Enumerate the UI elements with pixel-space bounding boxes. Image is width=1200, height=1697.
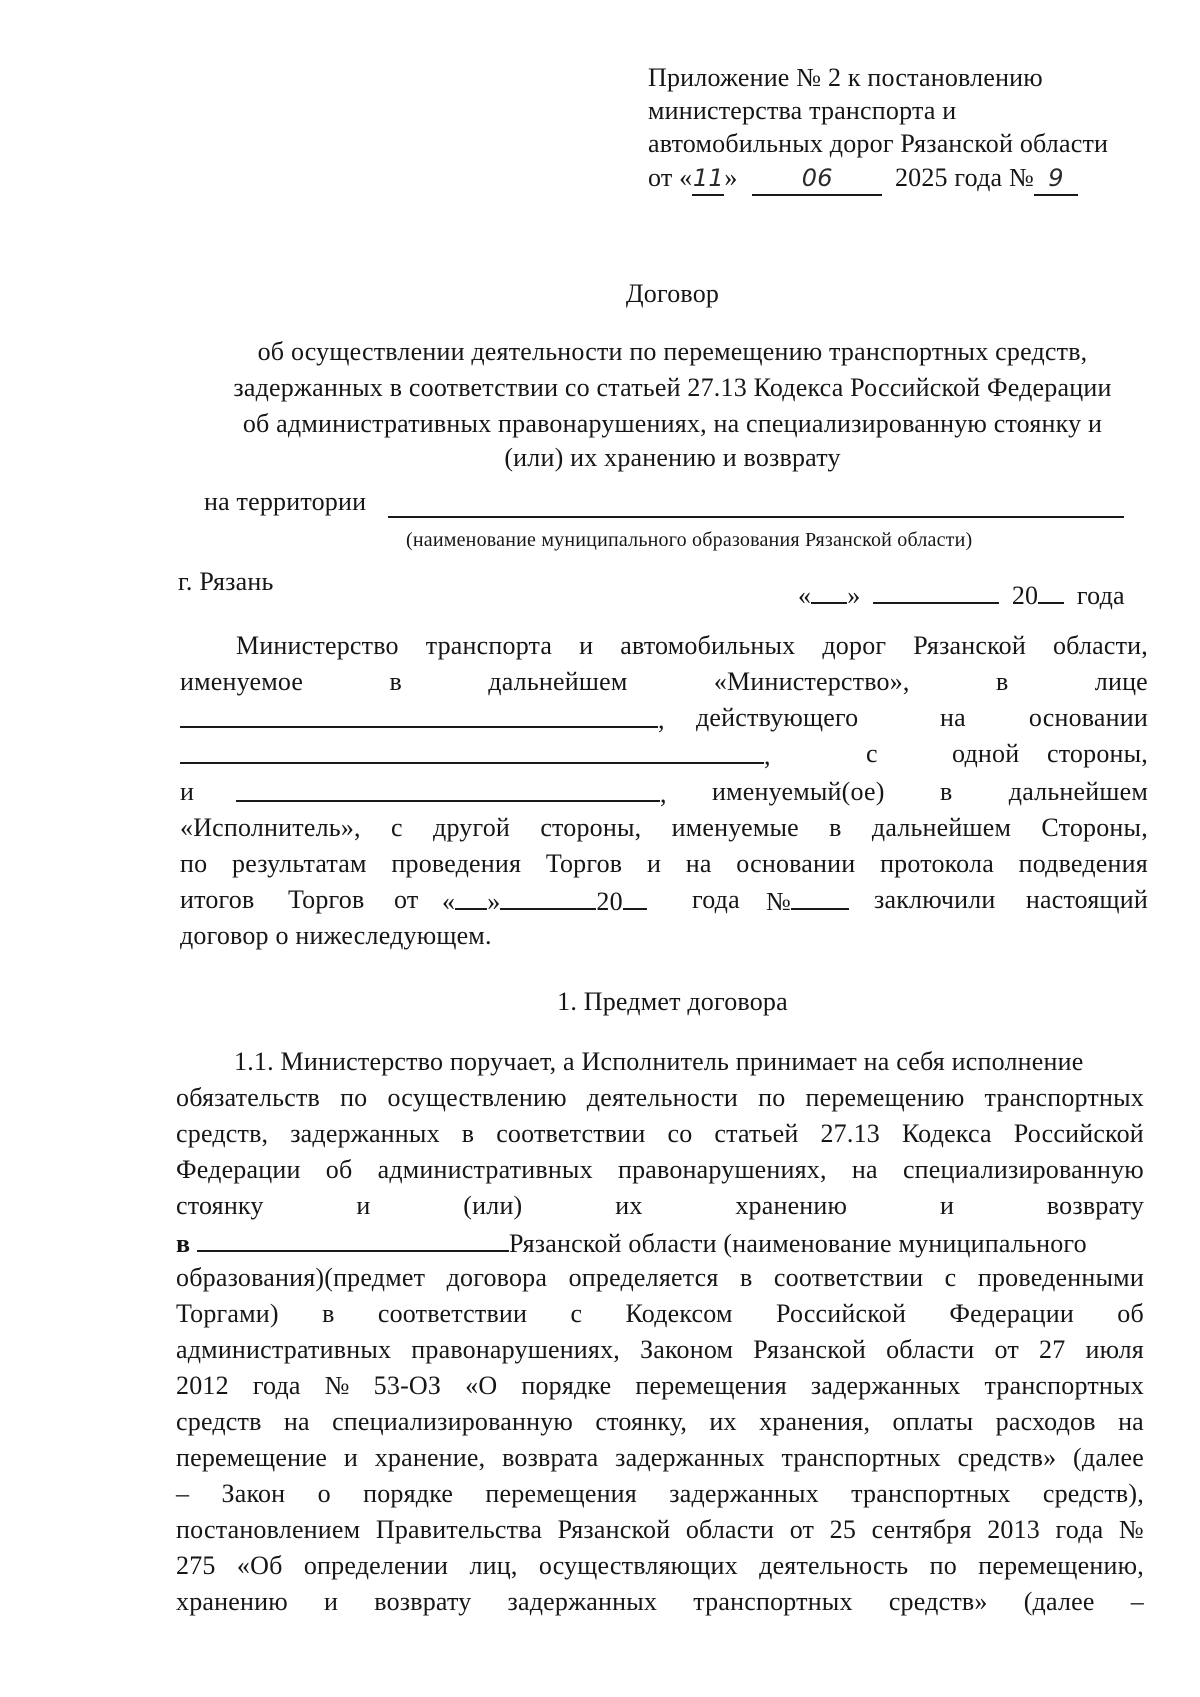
territory-blank bbox=[388, 516, 1124, 518]
text-word: возврату bbox=[1046, 1191, 1144, 1220]
text-word: деятельности bbox=[586, 1083, 739, 1112]
text-word: именуемое bbox=[180, 667, 304, 696]
text-word: со bbox=[667, 1119, 693, 1148]
text-word: от bbox=[394, 885, 419, 914]
subtitle-line-1: об осуществлении деятельности по перемещению транспортных средств, bbox=[257, 337, 1088, 366]
text-word: – bbox=[1130, 1587, 1144, 1616]
text-word: « bbox=[798, 581, 812, 610]
text-word: июля bbox=[1085, 1335, 1144, 1364]
text-word: транспортных bbox=[984, 1083, 1144, 1112]
text-word: № bbox=[324, 1371, 350, 1400]
text-word: (далее bbox=[1073, 1443, 1144, 1472]
p1-line-12 bbox=[176, 1442, 1144, 1474]
text-word: правонарушениях, bbox=[411, 1335, 620, 1364]
text-word: дорог bbox=[822, 631, 887, 660]
text-word: Закон bbox=[221, 1479, 286, 1508]
text-word: перемещения bbox=[635, 1371, 787, 1400]
text-word: «О bbox=[465, 1371, 498, 1400]
text-word: об bbox=[325, 1155, 353, 1184]
territory-caption: (наименование муниципального образования Рязанской области) bbox=[406, 529, 973, 551]
text-word: средств bbox=[176, 1407, 262, 1436]
preamble-line-1 bbox=[236, 630, 1148, 662]
p1-line-10 bbox=[176, 1370, 1144, 1402]
text-word: специализированную bbox=[902, 1155, 1144, 1184]
text-word: подведения bbox=[1018, 849, 1148, 878]
subtitle-line-3: об административных правонарушениях, на специализированную стоянку и bbox=[242, 409, 1103, 438]
text-word: соответствии bbox=[773, 1263, 924, 1292]
text-word: перемещению bbox=[805, 1083, 965, 1112]
text-word: и bbox=[324, 1587, 339, 1616]
text-word: Российской bbox=[775, 1299, 907, 1328]
text-word: задержанных bbox=[507, 1587, 658, 1616]
text-word: в bbox=[940, 777, 953, 806]
protocol-year-blank bbox=[623, 884, 647, 910]
text-word: Федерации bbox=[176, 1155, 301, 1184]
text-word: осуществлению bbox=[387, 1083, 567, 1112]
text-word: 20 bbox=[1011, 581, 1039, 610]
text-word: , bbox=[660, 779, 667, 808]
text-word: их bbox=[709, 1407, 737, 1436]
p1-line-14 bbox=[176, 1514, 1144, 1546]
text-word: по bbox=[758, 1083, 786, 1112]
text-word: 27.13 bbox=[820, 1119, 880, 1148]
document-title: Договор bbox=[625, 279, 720, 308]
text-word: 275 bbox=[176, 1551, 216, 1580]
text-word: соответствии bbox=[496, 1119, 646, 1148]
text-word: средств» bbox=[888, 1587, 988, 1616]
text-word: , bbox=[764, 741, 771, 770]
text-word: средств» bbox=[957, 1443, 1057, 1472]
territory-label: на территории bbox=[204, 487, 367, 516]
p1-line-5 bbox=[176, 1190, 1144, 1222]
text-word: транспортных bbox=[851, 1479, 1011, 1508]
text-word: статьей bbox=[714, 1119, 799, 1148]
text-word: определяется bbox=[568, 1263, 719, 1292]
text-word: « bbox=[442, 887, 456, 916]
text-word: и bbox=[939, 1191, 955, 1220]
text-word: деятельность bbox=[759, 1551, 909, 1580]
text-word: » bbox=[847, 581, 861, 610]
text-word: одной bbox=[952, 739, 1020, 768]
appendix-line-1: Приложение № 2 к постановлению bbox=[648, 63, 1043, 92]
text-word: «Об bbox=[236, 1551, 283, 1580]
text-word: в bbox=[739, 1263, 753, 1292]
text-word: транспортных bbox=[781, 1443, 941, 1472]
text-word: года bbox=[252, 1371, 301, 1400]
text-word: Федерации bbox=[949, 1299, 1074, 1328]
text-word: области, bbox=[1052, 631, 1148, 660]
text-word: о bbox=[317, 1479, 331, 1508]
handwritten-month: 06 bbox=[752, 162, 882, 196]
protocol-month-blank bbox=[500, 884, 596, 910]
text-word: стоянку bbox=[176, 1191, 264, 1220]
contract-date bbox=[798, 578, 1125, 612]
text-word: 2013 bbox=[987, 1515, 1041, 1544]
protocol-day-blank bbox=[455, 884, 487, 910]
text-word: Рязанской области (наименование муниципального bbox=[508, 1229, 1087, 1258]
text-word: заключили bbox=[874, 885, 996, 914]
text-word: перемещения bbox=[485, 1479, 637, 1508]
text-word: задержанных bbox=[810, 1371, 961, 1400]
text-word: основании bbox=[1028, 703, 1148, 732]
text-word: Торгами) bbox=[176, 1299, 279, 1328]
p1-line-8 bbox=[176, 1298, 1144, 1330]
text-word: Правительства bbox=[375, 1515, 543, 1544]
text-word: стороны, bbox=[540, 813, 642, 842]
handwritten-day: 11 bbox=[692, 162, 724, 196]
text-word: проведения bbox=[391, 849, 522, 878]
text-word: «Министерство», bbox=[713, 667, 910, 696]
text-word: в bbox=[829, 813, 842, 842]
text-word: в bbox=[322, 1299, 335, 1328]
text-word: результатам bbox=[232, 849, 367, 878]
text-word: хранения, bbox=[759, 1407, 871, 1436]
basis-blank bbox=[180, 738, 764, 764]
text-word: задержанных bbox=[615, 1443, 765, 1472]
text-word: и bbox=[646, 849, 662, 878]
text-word: административных bbox=[377, 1155, 593, 1184]
text-word: хранение, bbox=[374, 1443, 486, 1472]
text-word: транспортных bbox=[693, 1587, 853, 1616]
text-word: проведенными bbox=[977, 1263, 1144, 1292]
text-word: Торгов bbox=[545, 849, 623, 878]
text-word: Стороны, bbox=[1041, 813, 1148, 842]
p1-line-6 bbox=[176, 1226, 1087, 1260]
text-word: сентября bbox=[871, 1515, 972, 1544]
text-word: и bbox=[343, 1443, 358, 1472]
text-word: (далее bbox=[1023, 1587, 1095, 1616]
p1-line-4 bbox=[176, 1154, 1144, 1186]
text-word: именуемые bbox=[671, 813, 799, 842]
text-word: осуществляющих bbox=[538, 1551, 738, 1580]
text-word: в bbox=[461, 1119, 475, 1148]
text-word: транспорта bbox=[425, 631, 553, 660]
text-word: Министерство bbox=[236, 631, 399, 660]
preamble-line-3 bbox=[180, 702, 1148, 736]
text-word: на bbox=[1118, 1407, 1144, 1436]
text-word: порядке bbox=[521, 1371, 612, 1400]
text-word: соответствии bbox=[377, 1299, 528, 1328]
text-word: перемещение bbox=[176, 1443, 328, 1472]
text-word: постановлением bbox=[176, 1515, 361, 1544]
text-word: года bbox=[1055, 1515, 1104, 1544]
text-word: Рязанской bbox=[753, 1335, 867, 1364]
text-word: в bbox=[176, 1229, 191, 1258]
text-word: стороны, bbox=[1046, 739, 1148, 768]
text-word: правонарушениях, bbox=[617, 1155, 827, 1184]
text-word: в bbox=[389, 667, 402, 696]
text-word: на bbox=[851, 1155, 878, 1184]
text-word: с bbox=[866, 739, 878, 768]
text-word: задержанных bbox=[290, 1119, 440, 1148]
text-word: 27 bbox=[1039, 1335, 1066, 1364]
text-word: административных bbox=[176, 1335, 392, 1364]
preamble-line-8 bbox=[180, 884, 1148, 916]
text-word: оплаты bbox=[892, 1407, 974, 1436]
text-word: Рязанской bbox=[557, 1515, 671, 1544]
text-word: дальнейшем bbox=[1008, 777, 1148, 806]
text-word: об bbox=[1117, 1299, 1144, 1328]
handwritten-number: 9 bbox=[1034, 162, 1078, 196]
date-day-blank bbox=[811, 578, 847, 604]
text-word: порядке bbox=[363, 1479, 454, 1508]
text-word: перемещению, bbox=[978, 1551, 1144, 1580]
text-word: по bbox=[180, 849, 208, 878]
appendix-line-3: автомобильных дорог Рязанской области bbox=[648, 129, 1109, 158]
preamble-line-6 bbox=[180, 812, 1148, 844]
text-word: основании bbox=[736, 849, 856, 878]
text-word: протокола bbox=[880, 849, 994, 878]
p1-line-13 bbox=[176, 1478, 1144, 1510]
text-word: автомобильных bbox=[620, 631, 796, 660]
text-word: на bbox=[940, 703, 966, 732]
text-word: «Исполнитель», bbox=[180, 813, 361, 842]
p1-line-2 bbox=[176, 1082, 1144, 1114]
text-word: области bbox=[886, 1335, 975, 1364]
p1-line-9 bbox=[176, 1334, 1144, 1366]
text-word: 2012 bbox=[176, 1371, 229, 1400]
text-word: Кодекса bbox=[901, 1119, 992, 1148]
quote-close: » bbox=[724, 163, 738, 192]
text-word: дальнейшем bbox=[871, 813, 1012, 842]
text-word: от bbox=[789, 1515, 815, 1544]
text-word: на bbox=[685, 849, 712, 878]
preamble-line-4 bbox=[180, 738, 1148, 772]
text-word: с bbox=[570, 1299, 583, 1328]
preamble-line-2 bbox=[180, 666, 1148, 698]
text-word: – bbox=[176, 1479, 190, 1508]
text-word: области bbox=[685, 1515, 775, 1544]
executor-blank bbox=[236, 776, 660, 802]
text-word: » bbox=[487, 887, 501, 916]
text-word: № bbox=[766, 887, 792, 916]
text-word: дальнейшем bbox=[488, 667, 628, 696]
text-word: стоянку, bbox=[595, 1407, 688, 1436]
text-word: от bbox=[994, 1335, 1019, 1364]
text-word: средств), bbox=[1042, 1479, 1144, 1508]
text-word: по bbox=[929, 1551, 957, 1580]
p1-line-15 bbox=[176, 1550, 1144, 1582]
text-word: года bbox=[692, 885, 740, 914]
text-word: Законом bbox=[640, 1335, 734, 1364]
text-word: обязательств bbox=[176, 1083, 320, 1112]
text-word: определении bbox=[303, 1551, 449, 1580]
text-word: образования)(предмет bbox=[176, 1263, 426, 1292]
text-word: средств, bbox=[176, 1119, 269, 1148]
text-word: задержанных bbox=[669, 1479, 819, 1508]
text-word: хранению bbox=[735, 1191, 848, 1220]
text-word: их bbox=[615, 1191, 643, 1220]
text-word: и bbox=[579, 631, 594, 660]
text-word: возврата bbox=[502, 1443, 599, 1472]
date-month-blank bbox=[873, 578, 999, 604]
p1-line-7 bbox=[176, 1262, 1144, 1294]
text-word: с bbox=[391, 813, 403, 842]
text-word: другой bbox=[433, 813, 511, 842]
preamble-line-7 bbox=[180, 848, 1148, 880]
subtitle-line-4: (или) их хранению и возврату bbox=[504, 443, 841, 472]
text-word: и bbox=[180, 777, 195, 806]
representative-blank bbox=[180, 702, 658, 728]
text-word: расходов bbox=[995, 1407, 1096, 1436]
appendix-date-line bbox=[648, 162, 1078, 196]
text-word: , bbox=[658, 705, 665, 734]
text-word: года bbox=[1076, 581, 1125, 610]
date-prefix: от « bbox=[648, 163, 693, 192]
text-word: и bbox=[356, 1191, 371, 1220]
year-text: 2025 года № bbox=[894, 163, 1034, 192]
preamble-line-5 bbox=[180, 776, 1148, 808]
text-word: лице bbox=[1094, 667, 1148, 696]
section-1-heading: 1. Предмет договора bbox=[557, 987, 788, 1016]
municipality-blank bbox=[197, 1226, 509, 1252]
text-word: с bbox=[944, 1263, 957, 1292]
date-year-blank bbox=[1038, 578, 1064, 604]
text-word: по bbox=[340, 1083, 368, 1112]
preamble-line-9: договор о нижеследующем. bbox=[180, 921, 492, 950]
subtitle-line-2: задержанных в соответствии со статьей 27.13 Кодекса Российской Федерации bbox=[233, 373, 1112, 402]
text-word: Кодексом bbox=[625, 1299, 733, 1328]
text-word: Рязанской bbox=[913, 631, 1026, 660]
text-word: специализированную bbox=[332, 1407, 574, 1436]
text-word: 53-ОЗ bbox=[373, 1371, 442, 1400]
text-word: договора bbox=[446, 1263, 548, 1292]
p1-line-1: 1.1. Министерство поручает, а Исполнитель принимает на себя исполнение bbox=[234, 1047, 1084, 1076]
text-word: на bbox=[283, 1407, 310, 1436]
text-word: лиц, bbox=[469, 1551, 518, 1580]
text-word: именуемый(ое) bbox=[712, 777, 885, 806]
text-word: итогов bbox=[180, 885, 255, 914]
p1-line-11 bbox=[176, 1406, 1144, 1438]
text-word: 20 bbox=[596, 887, 623, 916]
text-word: хранению bbox=[176, 1587, 288, 1616]
text-word: (или) bbox=[463, 1191, 523, 1220]
text-word: возврату bbox=[374, 1587, 472, 1616]
city: г. Рязань bbox=[178, 567, 274, 596]
text-word: 25 bbox=[829, 1515, 857, 1544]
protocol-number-blank bbox=[791, 884, 849, 910]
appendix-line-2: министерства транспорта и bbox=[648, 96, 957, 125]
p1-line-16 bbox=[176, 1586, 1144, 1618]
text-word: Российской bbox=[1013, 1119, 1144, 1148]
text-word: Торгов bbox=[288, 885, 365, 914]
text-word: № bbox=[1118, 1515, 1144, 1544]
text-word: в bbox=[995, 667, 1009, 696]
text-word: действующего bbox=[696, 703, 859, 732]
text-word: транспортных bbox=[984, 1371, 1144, 1400]
p1-line-3 bbox=[176, 1118, 1144, 1150]
text-word: настоящий bbox=[1025, 885, 1148, 914]
